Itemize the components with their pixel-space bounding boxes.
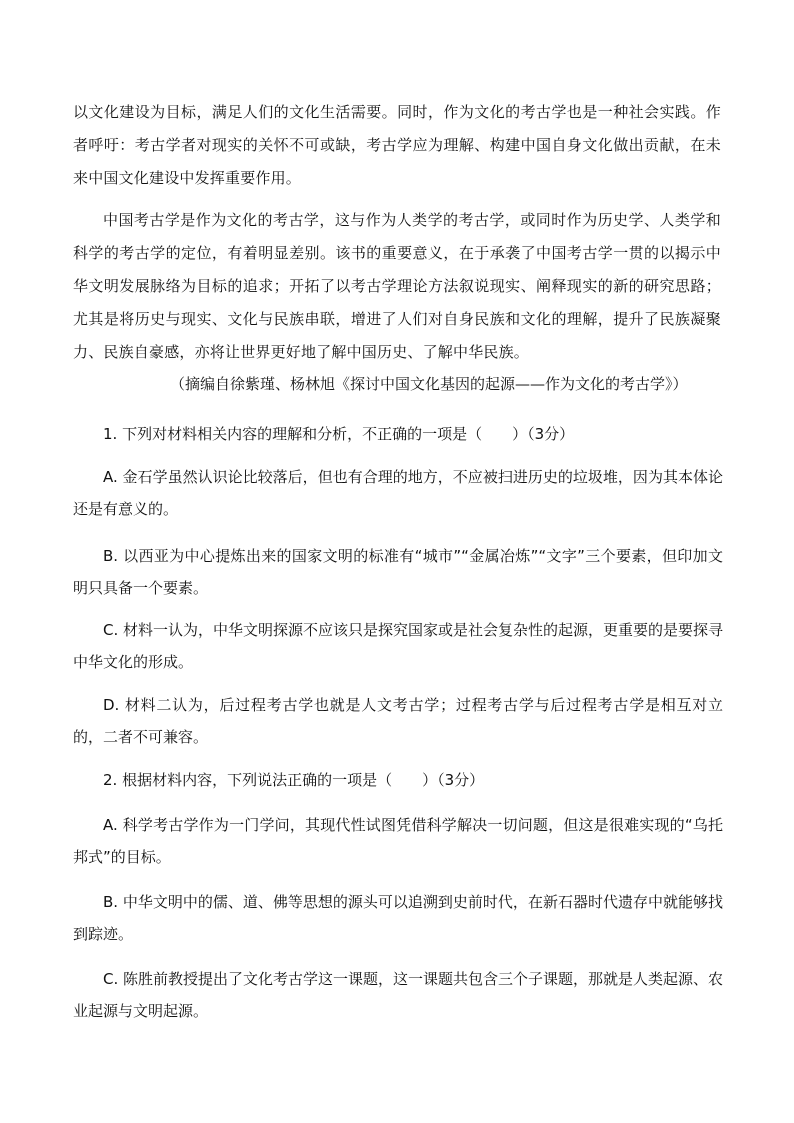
question-2-option-b-text: B. 中华文明中的儒、道、佛等思想的源头可以追溯到史前时代，在新石器时代遗存中就能够找到踪迹。 [73, 893, 723, 943]
passage-paragraph-2-text: 中国考古学是作为文化的考古学，这与作为人类学的考古学，或同时作为历史学、人类学和科学的考古学的定位，有着明显差别。该书的重要意义，在于承袭了中国考古学一贯的以揭示中华文明发展脉络为目标的追求；开拓了以考古学理论方法叙说现实、阐释现实的新的研究思路；尤其是将历史与现实、文化与民族串联，增进了人们对自身民族和文化的理解，提升了民族凝聚力、民族自豪感，亦将让世界更好地了解中国历史、了解中华民族。 [73, 211, 721, 361]
question-1-option-d[interactable] [73, 689, 723, 753]
question-2-option-c[interactable] [73, 963, 723, 1027]
question-1-option-a-text: A. 金石学虽然认识论比较落后，但也有合理的地方，不应被扫进历史的垃圾堆，因为其本体论还是有意义的。 [73, 468, 723, 518]
question-1-option-b[interactable] [73, 540, 723, 604]
question-1-option-d-text: D. 材料二认为，后过程考古学也就是人文考古学；过程考古学与后过程考古学是相互对立的，二者不可兼容。 [73, 696, 723, 746]
question-2-stem: 2. 根据材料内容，下列说法正确的一项是（ ）（3分） [103, 771, 485, 789]
question-1-option-c-text: C. 材料一认为，中华文明探源不应该只是探究国家或是社会复杂性的起源，更重要的是要探寻中华文化的形成。 [73, 621, 724, 671]
passage-paragraph-1: 以文化建设为目标，满足人们的文化生活需要。同时，作为文化的考古学也是一种社会实践。作者呼吁：考古学者对现实的关怀不可或缺，考古学应为理解、构建中国自身文化做出贡献，在未来中国文化建设中发挥重要作用。 [73, 103, 721, 187]
question-1-option-b-text: B. 以西亚为中心提炼出来的国家文明的标准有“城市”“金属冶炼”“文字”三个要素，但印加文明只具备一个要素。 [73, 547, 723, 597]
question-2-option-c-text: C. 陈胜前教授提出了文化考古学这一课题，这一课题共包含三个子课题，那就是人类起源、农业起源与文明起源。 [73, 970, 724, 1020]
question-1-stem: 1. 下列对材料相关内容的理解和分析，不正确的一项是（ ）（3分） [103, 425, 575, 443]
question-1-option-c[interactable] [73, 614, 723, 678]
passage-paragraph-2 [73, 204, 721, 369]
source-citation: （摘编自徐紫瑾、杨林旭《探讨中国文化基因的起源——作为文化的考古学》） [170, 375, 688, 393]
question-2-option-a[interactable] [73, 809, 723, 873]
question-2-option-b[interactable] [73, 886, 723, 950]
question-2-option-a-text: A. 科学考古学作为一门学问，其现代性试图凭借科学解决一切问题，但这是很难实现的“乌托邦式”的目标。 [73, 816, 723, 866]
question-1-option-a[interactable] [73, 461, 723, 525]
